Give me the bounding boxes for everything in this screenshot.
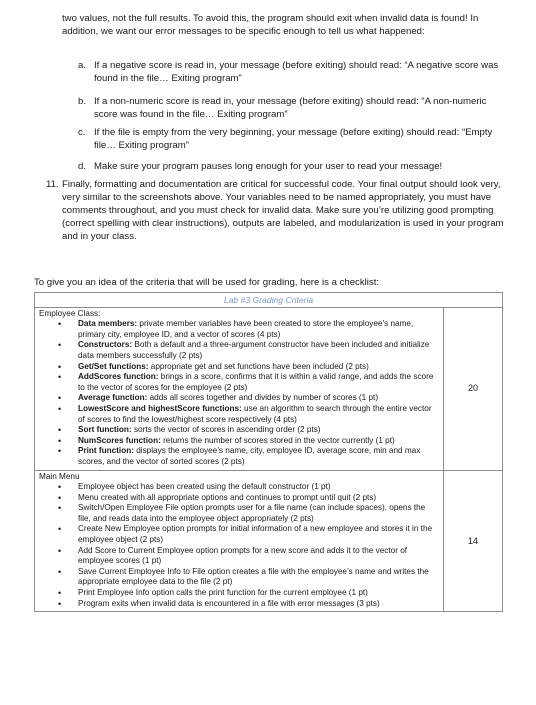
criteria-item <box>39 319 439 340</box>
criteria-label: Get/Set functions: <box>78 361 149 371</box>
list-text: Finally, formatting and documentation are critical for successful code. Your final output should look very, very similar to the screenshots above. Your variables need to be named appropriately, you must have comments throughout, and you must check for invalid data. Make sure you’re utilizing good prompting (correct spelling with clear instructions), outputs are labeled, and modularization is used in your program and in your class. <box>62 179 504 242</box>
criteria-item <box>39 446 439 467</box>
intro-paragraph: two values, not the full results. To avoid this, the program should exit when invalid data is found! In addition, we want our error messages to be specific enough to tell us what happened: <box>62 13 479 37</box>
list-marker: a. <box>78 60 87 71</box>
criteria-item <box>39 567 439 588</box>
criteria-label: Average function: <box>78 393 148 403</box>
list-item-b <box>78 95 512 121</box>
criteria-text: Employee object has been created using the default constructor (1 pt) <box>78 482 331 492</box>
criteria-list <box>39 319 439 467</box>
criteria-text: Switch/Open Employee File option prompts user for a file name (can include spaces), opens the file, and reads data into the employee object appropriately (2 pts) <box>78 503 426 523</box>
criteria-item <box>39 425 439 436</box>
criteria-label: LowestScore and highestScore functions: <box>78 403 242 413</box>
list-marker: b. <box>78 96 87 107</box>
criteria-text: Add Score to Current Employee option prompts for a new score and adds it to the vector of employee scores (1 pt) <box>78 545 408 566</box>
list-item-a <box>78 59 512 85</box>
list-item-d <box>78 160 512 173</box>
criteria-text: appropriate get and set functions have been included (2 pts) <box>148 361 369 371</box>
grading-criteria-table <box>34 292 503 612</box>
criteria-label: NumScores function: <box>78 435 161 445</box>
criteria-label: Sort function: <box>78 425 132 435</box>
criteria-item <box>39 524 439 545</box>
criteria-text: Menu created with all appropriate options and continues to prompt until quit (2 pts) <box>78 492 377 502</box>
section-heading: Employee Class: <box>39 308 101 318</box>
criteria-text: use an algorithm to search through the entire vector of scores to find the lowest/highest score respectively (4 pts) <box>78 403 432 424</box>
table-title: Lab #3 Grading Criteria <box>35 293 503 308</box>
criteria-item <box>39 546 439 567</box>
criteria-text: displays the employee’s name, city, employee ID, average score, min and max scores, and the vector of sorted scores (2 pts) <box>78 446 421 466</box>
criteria-item <box>39 482 439 493</box>
criteria-text: private member variables have been created to store the employee’s name, primary city, employee ID, and a vector of scores (4 pts) <box>78 319 414 339</box>
list-text: Make sure your program pauses long enough for your user to read your message! <box>94 161 443 172</box>
criteria-label: Print function: <box>78 446 134 456</box>
criteria-text: Create New Employee option prompts for initial information of a new employee and stores it in the employee object (2 pts) <box>78 524 433 545</box>
criteria-item <box>39 362 439 373</box>
criteria-item <box>39 393 439 404</box>
criteria-item <box>39 503 439 524</box>
criteria-text: returns the number of scores stored in the vector currently (1 pt) <box>160 435 395 445</box>
criteria-item <box>39 372 439 393</box>
list-marker: 11. <box>46 179 59 190</box>
list-text: If a non-numeric score is read in, your message (before exiting) should read: “A non-numeric score was found in the file… Exiting program” <box>94 96 487 120</box>
list-marker: d. <box>78 161 87 172</box>
section-points: 20 <box>444 307 503 470</box>
criteria-section-row <box>35 307 503 470</box>
criteria-section-cell <box>35 307 444 470</box>
criteria-section-row <box>35 470 503 612</box>
criteria-text: Program exits when invalid data is encountered in a file with error messages (3 pts) <box>78 598 380 608</box>
section-points: 14 <box>444 470 503 612</box>
criteria-text: Print Employee Info option calls the print function for the current employee (1 pt) <box>78 588 368 598</box>
criteria-section-cell <box>35 470 444 612</box>
criteria-item <box>39 436 439 447</box>
criteria-item <box>39 599 439 610</box>
list-marker: c. <box>78 127 86 138</box>
list-item-11 <box>46 178 516 243</box>
table-title-row <box>35 293 503 308</box>
criteria-text: Save Current Employee Info to File option creates a file with the employee’s name and writes the appropriate employee data to the file (2 pt) <box>78 566 429 587</box>
criteria-text: adds all scores together and divides by number of scores (1 pt) <box>147 393 379 403</box>
criteria-label: AddScores function: <box>78 372 159 382</box>
criteria-item <box>39 340 439 361</box>
criteria-item <box>39 493 439 504</box>
list-text: If a negative score is read in, your message (before exiting) should read: “A negative score was found in the file… Exiting program” <box>94 60 499 84</box>
criteria-label: Data members: <box>78 319 138 329</box>
criteria-text: sorts the vector of scores in ascending order (2 pts) <box>131 425 321 435</box>
list-item-c <box>78 126 512 152</box>
list-text: If the file is empty from the very beginning, your message (before exiting) should read: “Empty file… Exiting program” <box>94 127 493 151</box>
criteria-text: brings in a score, confirms that it is within a valid range, and adds the score to the vector of scores for the employee (2 pts) <box>78 372 434 392</box>
section-heading: Main Menu <box>39 471 80 481</box>
criteria-item <box>39 588 439 599</box>
criteria-item <box>39 404 439 425</box>
criteria-list <box>39 482 439 609</box>
criteria-text: Both a default and a three-argument constructor have been included and initialize data members successfully (2 pts) <box>78 340 430 360</box>
criteria-label: Constructors: <box>78 340 133 350</box>
checklist-intro: To give you an idea of the criteria that will be used for grading, here is a checklist: <box>34 277 380 288</box>
